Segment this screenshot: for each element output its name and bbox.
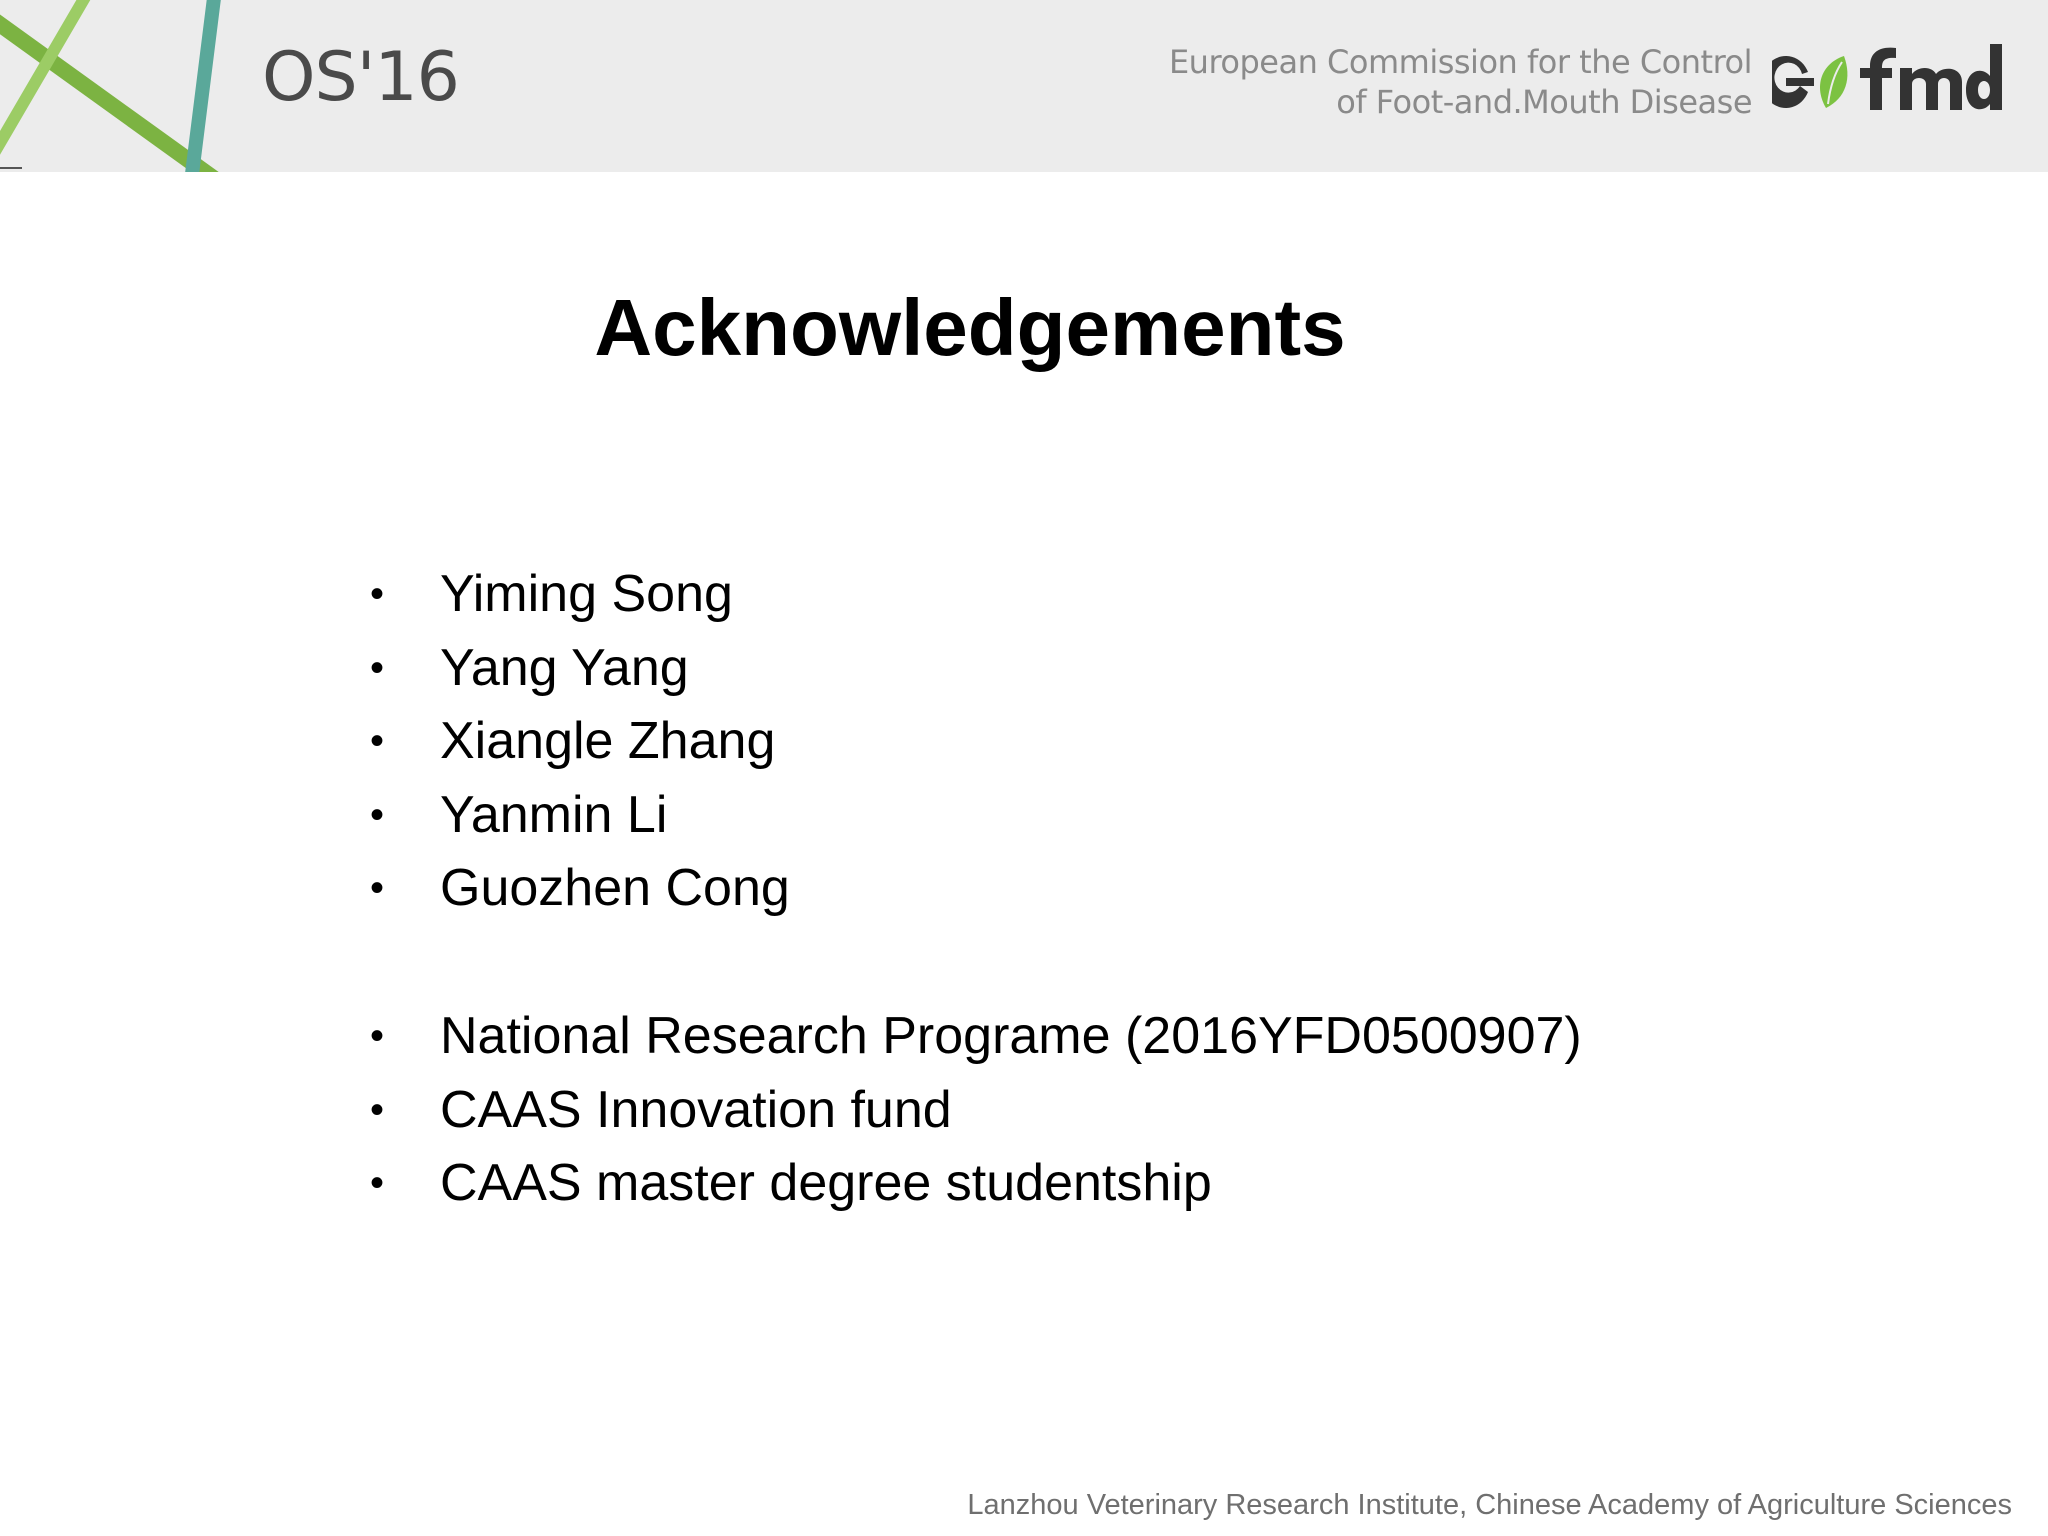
- header-banner: [0, 0, 2048, 172]
- bullet-icon: •: [370, 572, 385, 616]
- bullet-icon: •: [370, 866, 385, 910]
- list-item-text: Yanmin Li: [440, 785, 668, 844]
- bullet-icon: •: [370, 1161, 385, 1205]
- commission-line-1: European Commission for the Control: [1168, 43, 1752, 81]
- list-item-text: Guozhen Cong: [440, 859, 790, 917]
- bullet-icon: •: [370, 719, 385, 763]
- list-item-text: CAAS Innovation fund: [440, 1080, 952, 1139]
- footer-institution: Lanzhou Veterinary Research Institute, Chinese Academy of Agriculture Sciences: [967, 1489, 2012, 1521]
- bullet-icon: •: [370, 1014, 385, 1058]
- conference-logo-lines-icon: [0, 0, 240, 172]
- conference-logo-text: OS'16: [262, 38, 459, 117]
- bullet-icon: •: [370, 1087, 385, 1132]
- slide-title: Acknowledgements: [594, 283, 1346, 372]
- commission-name: [1169, 42, 1752, 122]
- eufmd-logo-icon: [1772, 26, 2012, 126]
- list-item-text: National Research Programe (2016YFD0500907): [440, 1007, 1582, 1065]
- bullet-icon: •: [370, 792, 385, 837]
- list-item-text: Yang Yang: [440, 638, 689, 697]
- list-item-text: Yiming Song: [440, 565, 733, 623]
- commission-line-2: of Foot-and.Mouth Disease: [1336, 83, 1752, 121]
- list-item-text: Xiangle Zhang: [440, 712, 776, 770]
- bullet-icon: •: [370, 645, 385, 690]
- list-item-text: CAAS master degree studentship: [440, 1154, 1212, 1212]
